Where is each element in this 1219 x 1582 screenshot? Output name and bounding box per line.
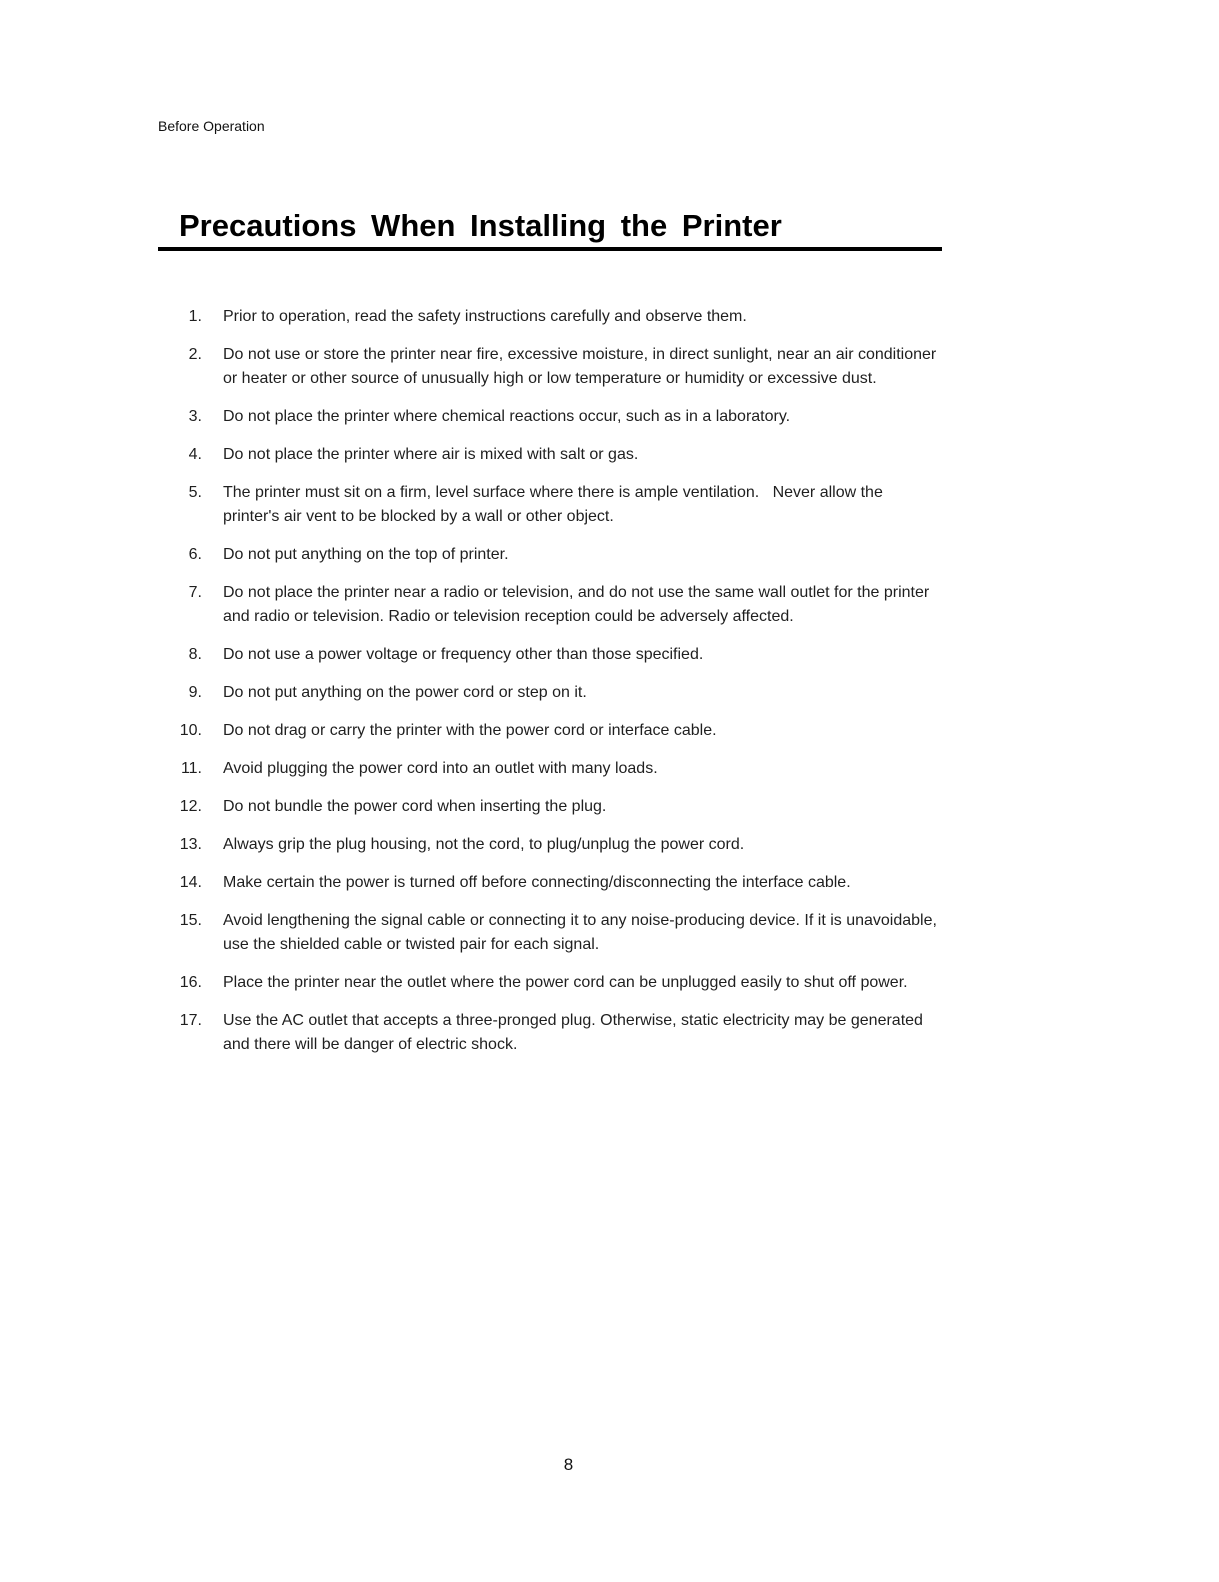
item-number: 3. bbox=[188, 408, 202, 425]
list-item bbox=[158, 405, 938, 429]
list-item bbox=[158, 543, 938, 567]
item-text: Do not drag or carry the printer with the power cord or interface cable. bbox=[223, 722, 717, 739]
list-item bbox=[158, 443, 938, 467]
item-number: 8. bbox=[188, 646, 202, 663]
item-number: 7. bbox=[188, 584, 202, 601]
item-text: Make certain the power is turned off before connecting/disconnecting the interface cable. bbox=[223, 874, 851, 891]
precautions-list bbox=[158, 305, 938, 1071]
list-item bbox=[158, 305, 938, 329]
item-number: 12. bbox=[179, 798, 202, 815]
item-text: Do not use a power voltage or frequency other than those specified. bbox=[223, 646, 704, 663]
item-text: Avoid lengthening the signal cable or connecting it to any noise-producing device. If it is unavoidable, use the shielded cable or twisted pair for each signal. bbox=[223, 912, 937, 953]
item-text: Do not put anything on the power cord or step on it. bbox=[223, 684, 587, 701]
list-item bbox=[158, 795, 938, 819]
item-number: 13. bbox=[179, 836, 202, 853]
page-title: Precautions When Installing the Printer bbox=[179, 208, 782, 243]
item-number: 10. bbox=[179, 722, 202, 739]
title-rule bbox=[158, 207, 942, 251]
list-item bbox=[158, 719, 938, 743]
page-number: 8 bbox=[563, 1455, 574, 1474]
list-item bbox=[158, 909, 938, 957]
item-number: 14. bbox=[179, 874, 202, 891]
list-item bbox=[158, 643, 938, 667]
list-item bbox=[158, 681, 938, 705]
item-number: 6. bbox=[188, 546, 202, 563]
item-number: 2. bbox=[188, 346, 202, 363]
item-text: Place the printer near the outlet where the power cord can be unplugged easily to shut off power. bbox=[223, 974, 908, 991]
item-text: Do not place the printer where air is mixed with salt or gas. bbox=[223, 446, 639, 463]
item-text: Avoid plugging the power cord into an outlet with many loads. bbox=[223, 760, 658, 777]
item-text: The printer must sit on a firm, level surface where there is ample ventilation. Never allow the printer's air vent to be blocked by a wall or other object. bbox=[223, 484, 888, 525]
item-text: Use the AC outlet that accepts a three-pronged plug. Otherwise, static electricity may be generated and there will be danger of electric shock. bbox=[223, 1012, 923, 1053]
list-item bbox=[158, 1009, 938, 1057]
item-text: Do not put anything on the top of printer. bbox=[223, 546, 509, 563]
item-text: Always grip the plug housing, not the cord, to plug/unplug the power cord. bbox=[223, 836, 745, 853]
item-number: 9. bbox=[188, 684, 202, 701]
list-item bbox=[158, 343, 938, 391]
item-number: 11. bbox=[180, 760, 202, 777]
item-number: 16. bbox=[179, 974, 202, 991]
running-header: Before Operation bbox=[158, 118, 265, 134]
item-number: 15. bbox=[179, 912, 202, 929]
item-text: Do not bundle the power cord when inserting the plug. bbox=[223, 798, 607, 815]
item-text: Do not place the printer where chemical reactions occur, such as in a laboratory. bbox=[223, 408, 791, 425]
item-number: 1. bbox=[188, 308, 202, 325]
list-item bbox=[158, 871, 938, 895]
item-text: Prior to operation, read the safety instructions carefully and observe them. bbox=[223, 308, 747, 325]
item-number: 5. bbox=[188, 484, 202, 501]
list-item bbox=[158, 757, 938, 781]
item-text: Do not place the printer near a radio or television, and do not use the same wall outlet for the printer and radio or television. Radio or television reception could be adversely affected. bbox=[223, 584, 930, 625]
list-item bbox=[158, 481, 938, 529]
item-number: 4. bbox=[188, 446, 202, 463]
list-item bbox=[158, 581, 938, 629]
item-text: Do not use or store the printer near fire, excessive moisture, in direct sunlight, near an air conditioner or heater or other source of unusually high or low temperature or humidity or excessive dust. bbox=[223, 346, 937, 387]
list-item bbox=[158, 833, 938, 857]
list-item bbox=[158, 971, 938, 995]
item-number: 17. bbox=[179, 1012, 202, 1029]
